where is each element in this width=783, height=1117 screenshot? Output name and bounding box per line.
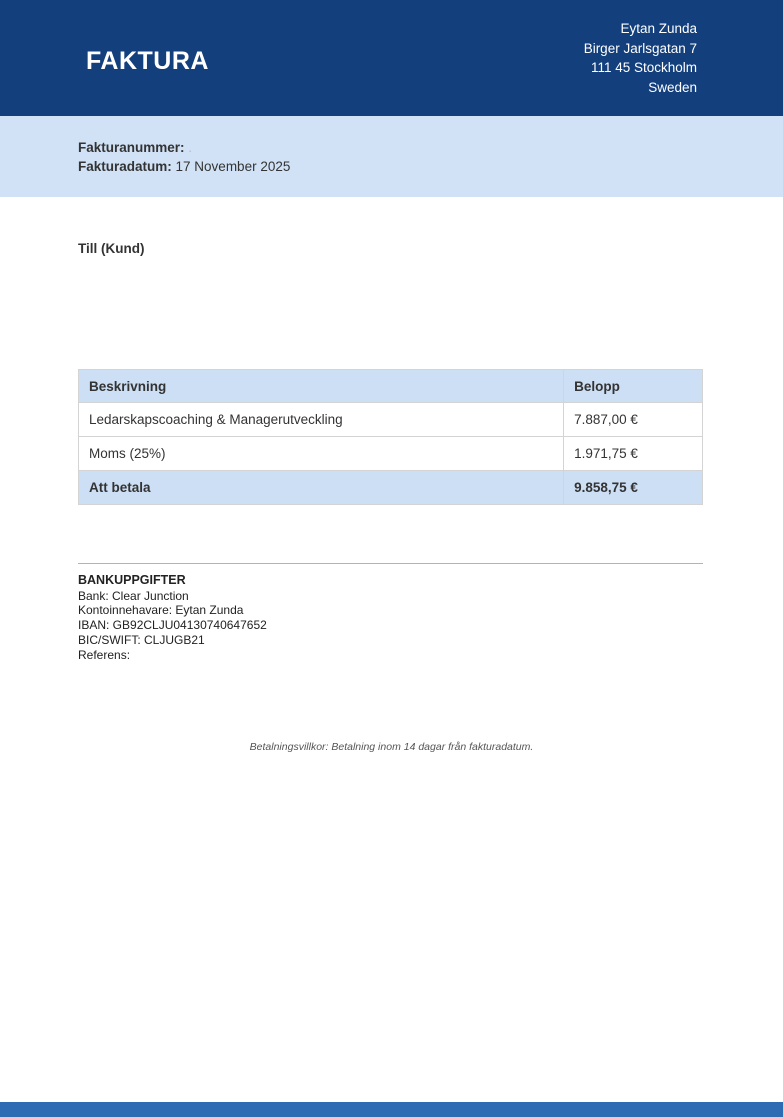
invoice-date-label: Fakturadatum: bbox=[78, 158, 172, 174]
page-title: FAKTURA bbox=[86, 47, 209, 75]
payment-terms: Betalningsvillkor: Betalning inom 14 dagar från fakturadatum. bbox=[249, 741, 534, 753]
item-description: Ledarskapscoaching & Managerutveckling bbox=[79, 403, 564, 437]
sender-address-block bbox=[584, 19, 697, 97]
table-row bbox=[79, 437, 703, 471]
bank-section-title: BANKUPPGIFTER bbox=[78, 573, 186, 587]
item-description: Moms (25%) bbox=[79, 437, 564, 471]
invoice-date-value: 17 November 2025 bbox=[175, 158, 291, 174]
total-amount: 9.858,75 € bbox=[564, 471, 703, 505]
bank-line-account-holder: Kontoinnehavare: Eytan Zunda bbox=[78, 603, 244, 618]
table-total-row bbox=[79, 471, 703, 505]
bank-line-iban: IBAN: GB92CLJU04130740647652 bbox=[78, 618, 267, 633]
invoice-number-row bbox=[78, 139, 783, 158]
sender-name: Eytan Zunda bbox=[620, 21, 697, 36]
table-row bbox=[79, 403, 703, 437]
invoice-body bbox=[0, 241, 783, 662]
bank-line-bic-swift: BIC/SWIFT: CLJUGB21 bbox=[78, 632, 205, 647]
sender-city: 111 45 Stockholm bbox=[590, 60, 697, 75]
footer-accent-bar bbox=[0, 1102, 783, 1117]
invoice-header bbox=[0, 0, 783, 116]
bank-details-section bbox=[78, 573, 703, 662]
invoice-number-value: . bbox=[188, 140, 193, 155]
recipient-heading: Till (Kund) bbox=[78, 241, 145, 256]
column-header-description: Beskrivning bbox=[79, 370, 564, 403]
column-header-amount: Belopp bbox=[564, 370, 703, 403]
section-divider bbox=[78, 563, 703, 564]
bank-line-reference: Referens: bbox=[78, 647, 131, 662]
sender-country: Sweden bbox=[648, 79, 697, 95]
total-label: Att betala bbox=[79, 471, 564, 505]
table-header-row bbox=[79, 370, 703, 403]
item-amount: 7.887,00 € bbox=[564, 403, 703, 437]
invoice-meta-band bbox=[0, 116, 783, 197]
item-amount: 1.971,75 € bbox=[564, 437, 703, 471]
sender-street: Birger Jarlsgatan 7 bbox=[583, 40, 697, 56]
line-items-table bbox=[78, 369, 703, 505]
invoice-date-row bbox=[78, 158, 783, 177]
bank-line-bank: Bank: Clear Junction bbox=[78, 588, 189, 603]
invoice-number-label: Fakturanummer: bbox=[78, 140, 185, 155]
